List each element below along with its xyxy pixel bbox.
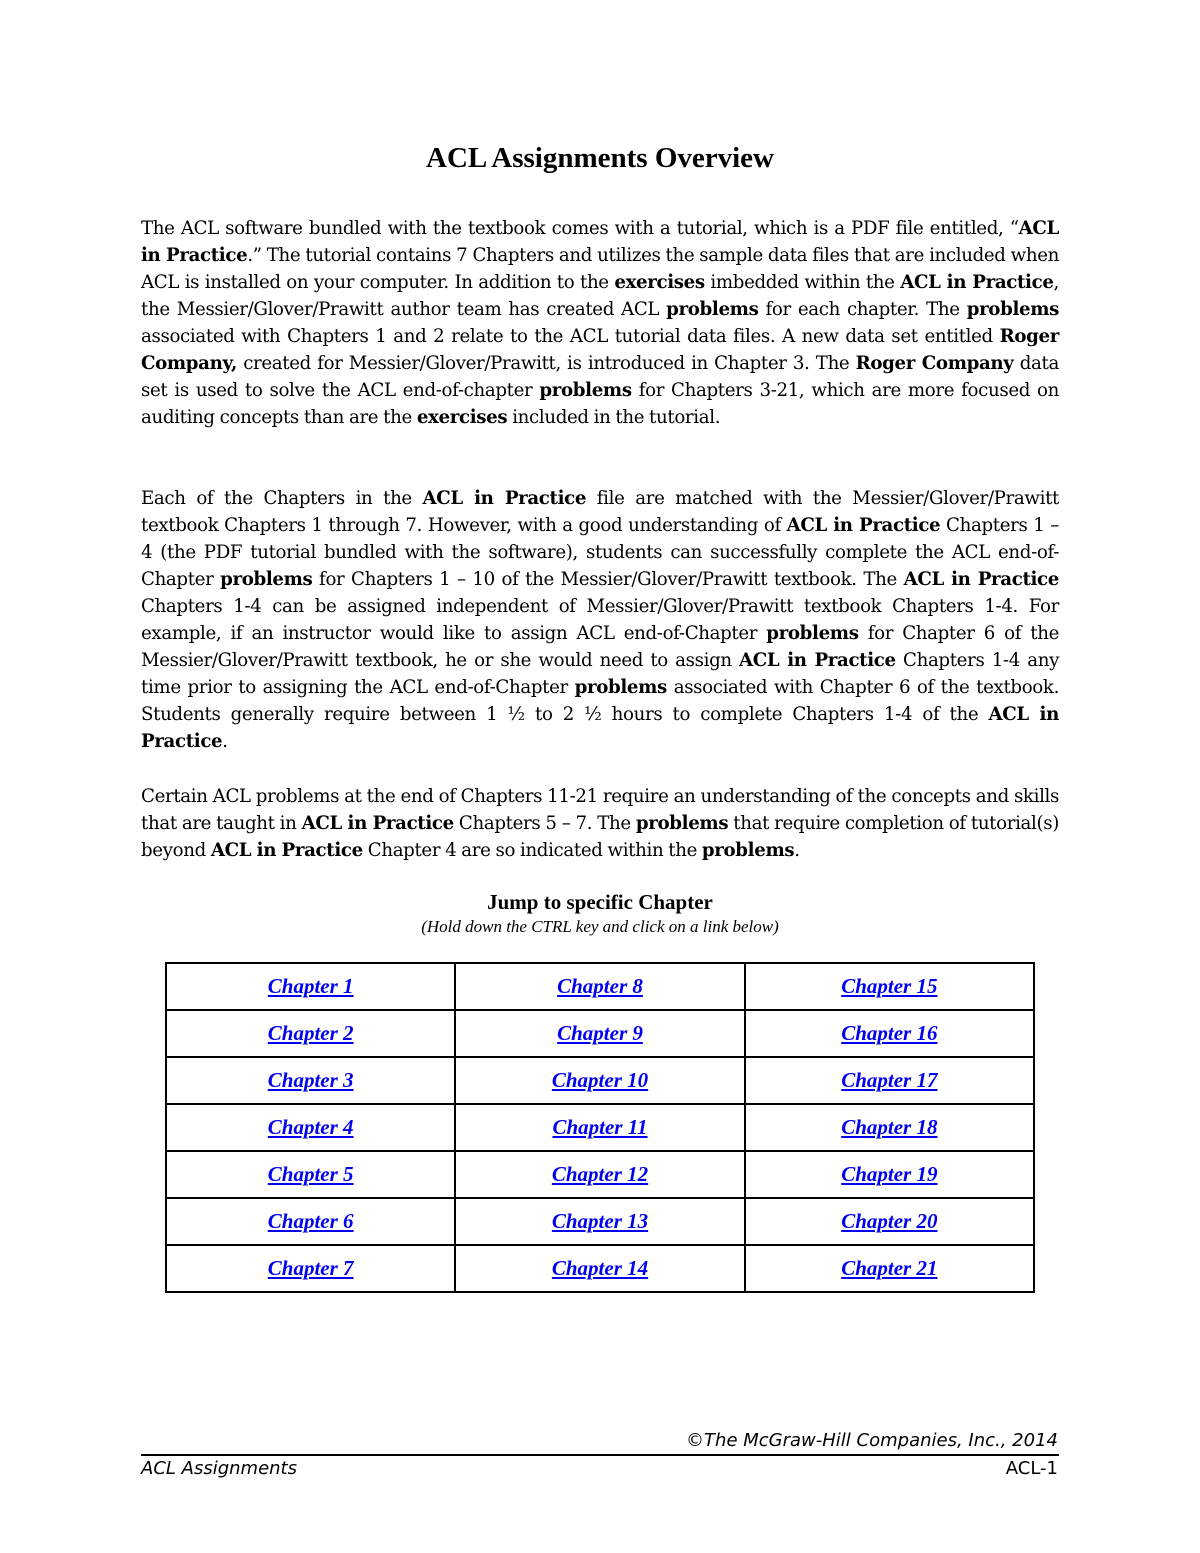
table-cell — [745, 963, 1034, 1010]
table-cell — [455, 1057, 744, 1104]
text-run: The ACL software bundled with the textbook comes with a tutorial, which is a PDF file entitled, “ — [141, 218, 1019, 239]
table-cell — [745, 1198, 1034, 1245]
chapter-link[interactable]: Chapter 20 — [841, 1209, 938, 1233]
chapter-link[interactable]: Chapter 17 — [841, 1068, 938, 1092]
paragraph-chapter-matching — [141, 485, 1059, 755]
text-run: for Chapters 3-21, which are more focused on auditing concepts than are the — [141, 380, 1059, 428]
footer-divider — [141, 1454, 1059, 1456]
table-cell — [166, 1104, 455, 1151]
bold-term: exercises — [416, 407, 508, 428]
chapter-link[interactable]: Chapter 16 — [841, 1021, 938, 1045]
bold-term: problems — [635, 813, 729, 834]
text-run: data set is used to solve the ACL end-of-chapter — [141, 353, 1059, 401]
text-run: Chapters 1 – 4 (the PDF tutorial bundled with the software), students can successfully complete the ACL end-of-Chapter — [141, 515, 1059, 590]
chapter-link[interactable]: Chapter 8 — [557, 974, 643, 998]
chapter-link[interactable]: Chapter 5 — [267, 1162, 354, 1186]
bold-term: ACL in Practice — [422, 488, 587, 509]
text-run: Chapters 5 – 7. The — [453, 813, 636, 834]
table-row — [166, 1198, 1034, 1245]
chapter-link-table — [165, 962, 1035, 1293]
text-run: . — [794, 840, 800, 861]
table-cell — [166, 1151, 455, 1198]
table-row — [166, 1057, 1034, 1104]
text-run: . — [222, 731, 228, 752]
text-run: for Chapters 1 – 10 of the Messier/Glover/Prawitt textbook. The — [312, 569, 904, 590]
footer-page-number: ACL-1 — [1005, 1458, 1058, 1479]
table-cell — [166, 1245, 455, 1292]
chapter-link[interactable]: Chapter 18 — [841, 1115, 938, 1139]
chapter-link[interactable]: Chapter 21 — [841, 1256, 938, 1280]
table-cell — [166, 1010, 455, 1057]
table-cell — [745, 1057, 1034, 1104]
bold-term: problems — [666, 299, 759, 320]
text-run: Chapter 4 are so indicated within the — [362, 840, 702, 861]
bold-term: problems — [701, 840, 795, 861]
bold-term: ACL in Practice — [301, 813, 454, 834]
bold-term: Roger Company, — [141, 326, 1059, 374]
text-run: .” The tutorial contains 7 Chapters and utilizes the sample data files that are included when ACL is installed on your computer. In addition to the — [141, 245, 1059, 293]
text-run: included in the tutorial. — [507, 407, 721, 428]
chapter-link[interactable]: Chapter 14 — [551, 1256, 649, 1280]
table-cell — [455, 1198, 744, 1245]
chapter-link[interactable]: Chapter 13 — [551, 1209, 649, 1233]
text-run: file are matched with the Messier/Glover/Prawitt textbook Chapters 1 through 7. However, with a good understanding of — [141, 488, 1059, 536]
chapter-link[interactable]: Chapter 7 — [267, 1256, 354, 1280]
jump-section-title: Jump to specific Chapter — [487, 890, 713, 914]
text-run: associated with Chapters 1 and 2 relate to the ACL tutorial data files. A new data set entitled — [141, 326, 1000, 347]
chapter-link[interactable]: Chapter 9 — [557, 1021, 643, 1045]
table-cell — [745, 1104, 1034, 1151]
table-row — [166, 1245, 1034, 1292]
bold-term: ACL in Practice — [141, 704, 1059, 752]
bold-term: ACL in Practice — [141, 218, 1059, 266]
paragraph-intro — [141, 215, 1059, 431]
table-cell — [455, 1151, 744, 1198]
chapter-link[interactable]: Chapter 1 — [267, 974, 354, 998]
table-row — [166, 1104, 1034, 1151]
chapter-link[interactable]: Chapter 12 — [551, 1162, 649, 1186]
text-run: Chapters 1-4 can be assigned independent of Messier/Glover/Prawitt textbook Chapters 1-4. For example, if an instructor would like to assign ACL end-of-Chapter — [141, 596, 1059, 644]
text-run: for Chapter 6 of the Messier/Glover/Prawitt textbook, he or she would need to assign — [141, 623, 1060, 671]
table-cell — [745, 1010, 1034, 1057]
chapter-link[interactable]: Chapter 15 — [841, 974, 938, 998]
text-run: Certain ACL problems at the end of Chapters 11-21 require an understanding of the concepts and skills that are taught in — [141, 786, 1059, 834]
table-row — [166, 963, 1034, 1010]
chapter-link[interactable]: Chapter 10 — [551, 1068, 649, 1092]
table-cell — [166, 963, 455, 1010]
bold-term: ACL in Practice — [903, 569, 1060, 590]
chapter-link[interactable]: Chapter 6 — [267, 1209, 354, 1233]
bold-term: problems — [539, 380, 632, 401]
bold-term: problems — [966, 299, 1060, 320]
table-cell — [745, 1151, 1034, 1198]
text-run: created for Messier/Glover/Prawitt, is introduced in Chapter 3. The — [236, 353, 856, 374]
bold-term: ACL in Practice — [739, 650, 896, 671]
text-run: associated with Chapter 6 of the textbook. Students generally require between 1 ½ to 2 ½ hours to complete Chapters 1-4 of the — [141, 677, 1059, 725]
table-cell — [455, 963, 744, 1010]
table-cell — [745, 1245, 1034, 1292]
bold-term: problems — [574, 677, 667, 698]
bold-term: ACL in Practice — [786, 515, 941, 536]
table-cell — [455, 1010, 744, 1057]
text-run: imbedded within the — [704, 272, 901, 293]
jump-section-hint: (Hold down the CTRL key and click on a link below) — [421, 917, 779, 936]
table-cell — [455, 1104, 744, 1151]
table-cell — [166, 1057, 455, 1104]
chapter-link[interactable]: Chapter 4 — [267, 1115, 354, 1139]
copyright-notice: ©The McGraw-Hill Companies, Inc., 2014 — [686, 1430, 1058, 1451]
table-row — [166, 1151, 1034, 1198]
paragraph-advanced-problems — [141, 783, 1059, 864]
table-cell — [455, 1245, 744, 1292]
text-run: Each of the Chapters in the — [141, 488, 423, 509]
chapter-link[interactable]: Chapter 2 — [267, 1021, 354, 1045]
bold-term: ACL in Practice — [210, 840, 363, 861]
text-run: Chapters 1-4 any time prior to assigning the ACL end-of-Chapter — [141, 650, 1059, 698]
text-run: , the Messier/Glover/Prawitt author team has created ACL — [141, 272, 1059, 320]
bold-term: ACL in Practice — [900, 272, 1054, 293]
bold-term: Roger Company — [855, 353, 1014, 374]
footer-document-name: ACL Assignments — [141, 1458, 297, 1479]
bold-term: exercises — [614, 272, 705, 293]
table-cell — [166, 1198, 455, 1245]
bold-term: problems — [220, 569, 313, 590]
page-title: ACL Assignments Overview — [426, 142, 774, 174]
text-run: for each chapter. The — [758, 299, 967, 320]
text-run: that require completion of tutorial(s) beyond — [141, 813, 1059, 861]
chapter-link[interactable]: Chapter 19 — [841, 1162, 938, 1186]
bold-term: problems — [766, 623, 859, 644]
table-row — [166, 1010, 1034, 1057]
chapter-link[interactable]: Chapter 11 — [552, 1115, 648, 1139]
chapter-link[interactable]: Chapter 3 — [267, 1068, 354, 1092]
